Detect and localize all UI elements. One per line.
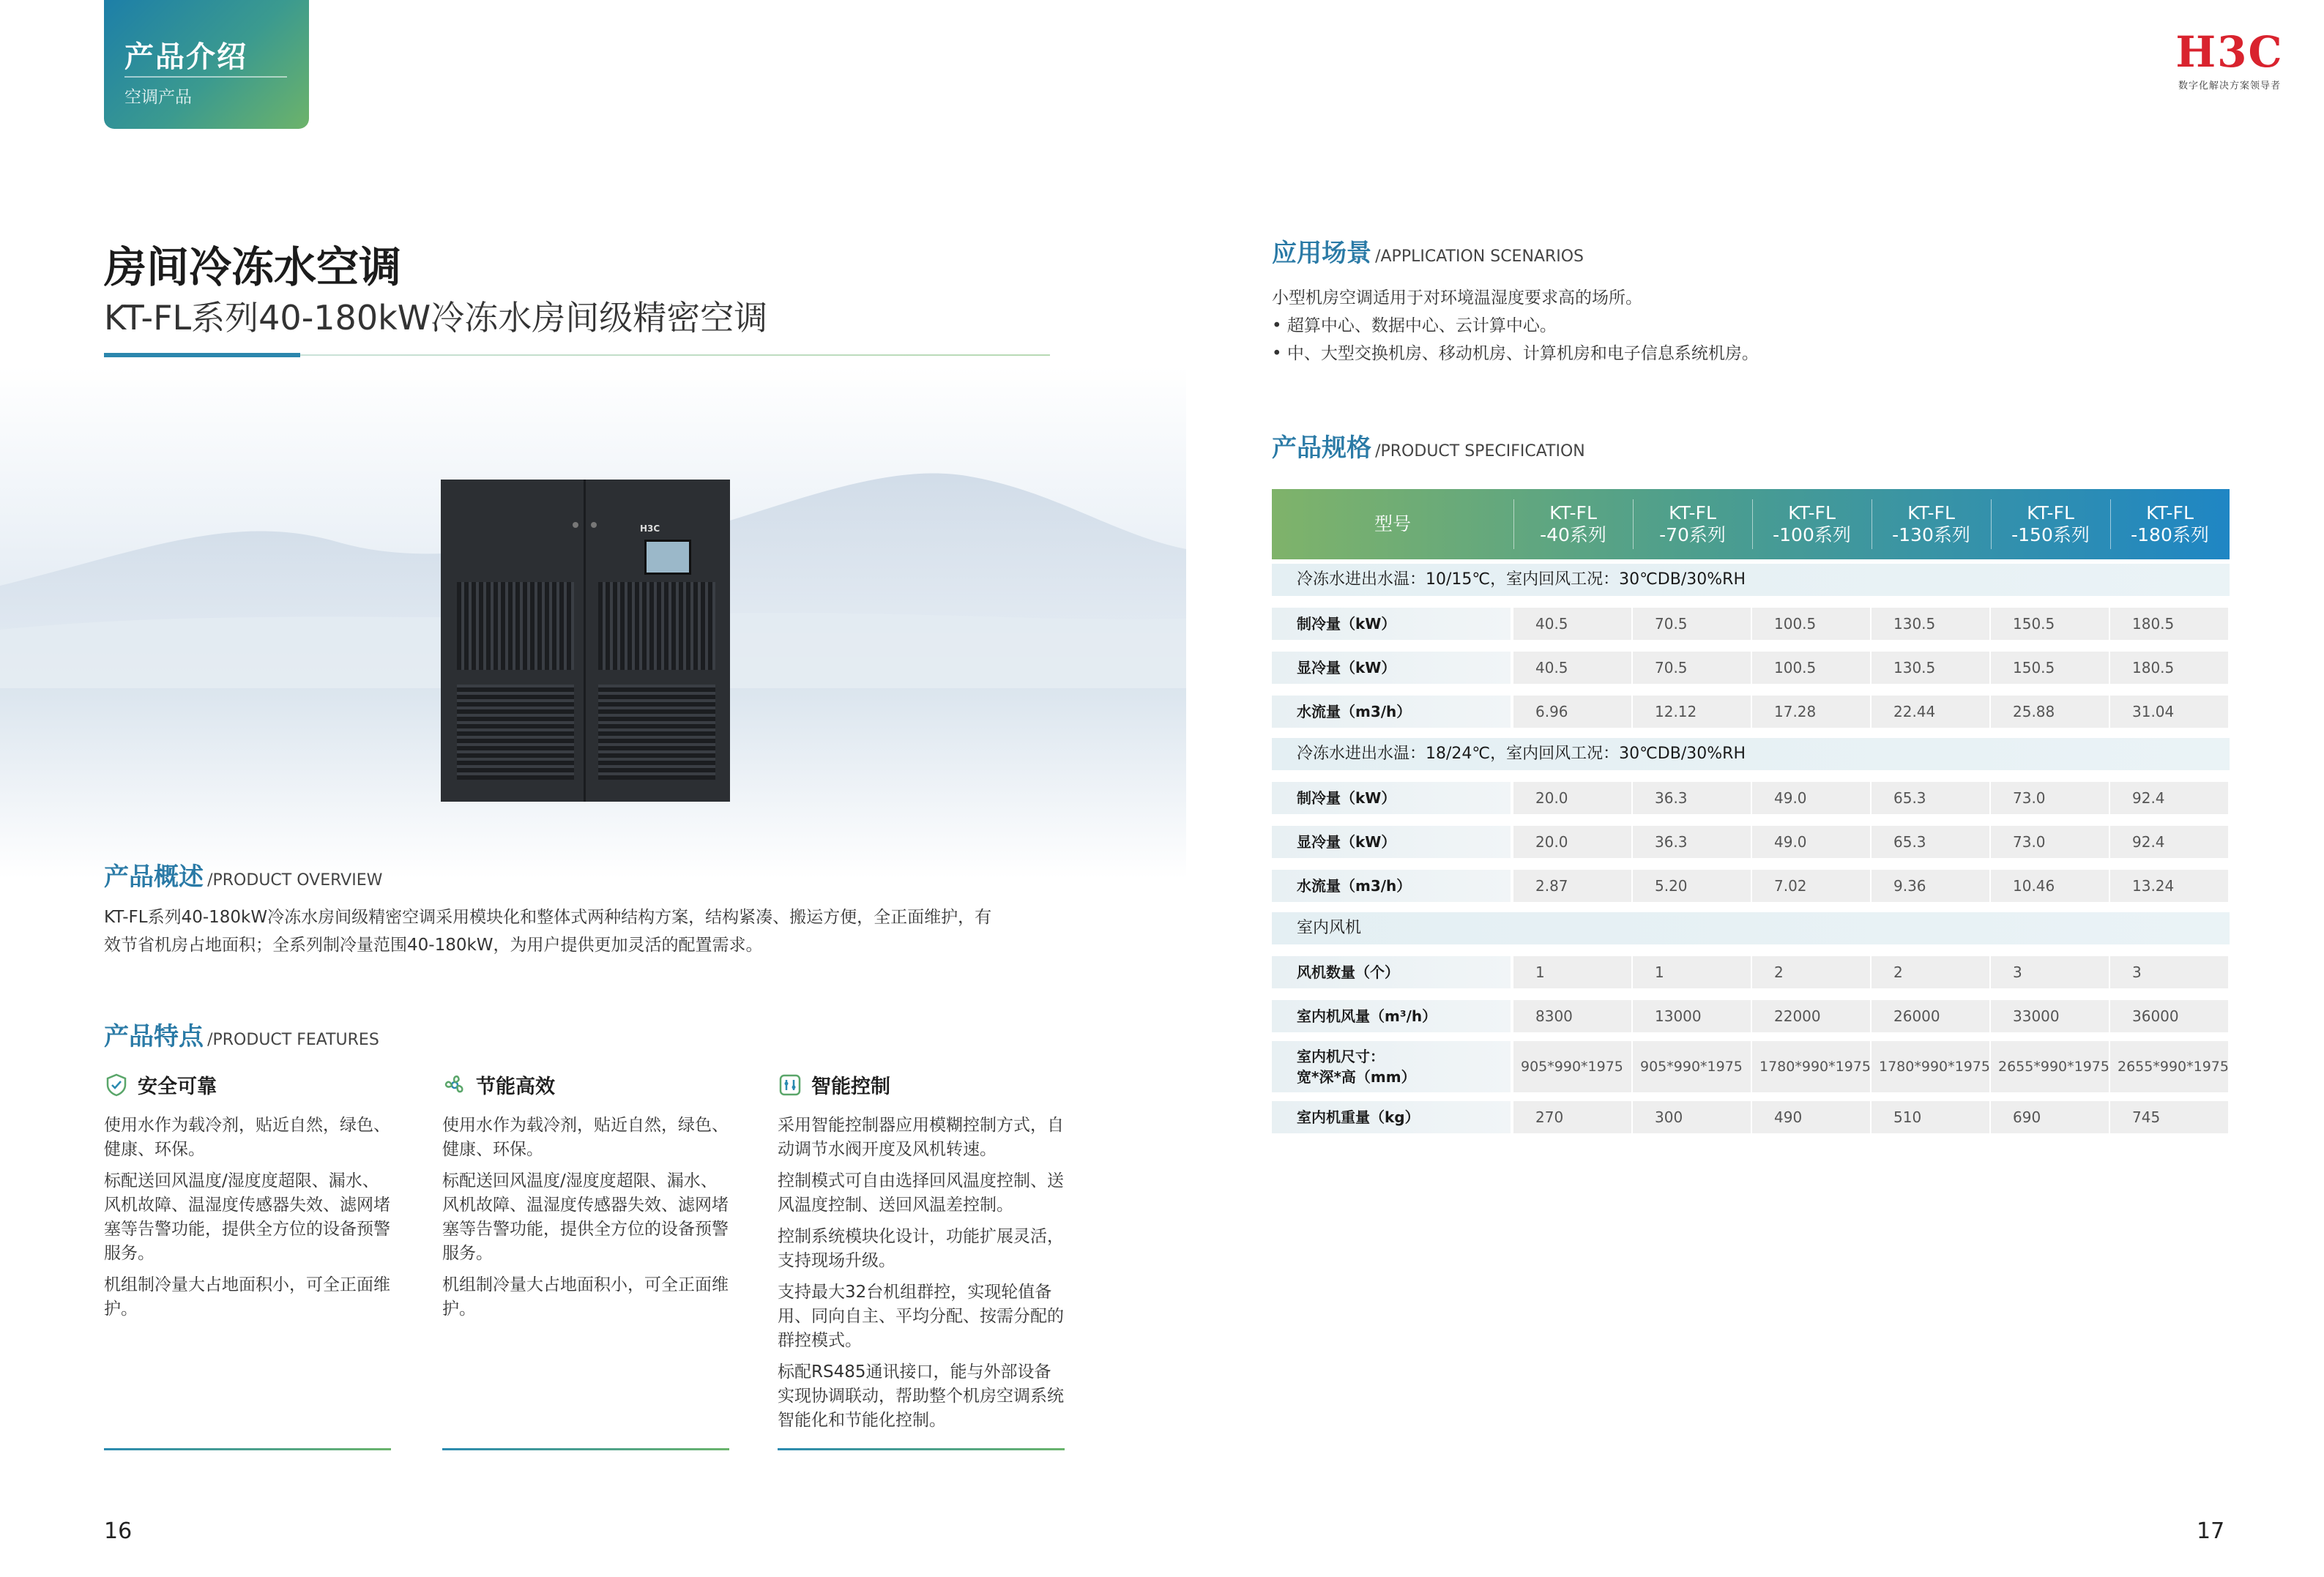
- unit-brand-label: H3C: [640, 523, 660, 534]
- section-tab: [104, 0, 309, 129]
- feature-paragraph: 标配送回风温度/湿度度超限、漏水、风机故障、温湿度传感器失效、滤网堵塞等告警功能，提供全方位的设备预警服务。: [104, 1171, 390, 1263]
- spec-cell: 3: [2110, 956, 2228, 988]
- spec-heading-cn: 产品规格: [1272, 433, 1371, 463]
- model-header: [2110, 489, 2230, 559]
- spec-row-label: 制冷量（kW）: [1272, 608, 1511, 640]
- model-header: [1633, 489, 1752, 559]
- feature-rule: [104, 1448, 391, 1450]
- control-display: [644, 540, 691, 575]
- spec-cell: 905*990*1975: [1633, 1041, 1751, 1092]
- spec-cell: 70.5: [1633, 608, 1751, 640]
- fan-leaf-icon: [442, 1073, 467, 1097]
- overview-text: [104, 903, 1070, 959]
- door-seam: [584, 480, 586, 802]
- spec-cell: 36.3: [1633, 826, 1751, 858]
- model-series: -70系列: [1659, 524, 1726, 545]
- feature-paragraph: 支持最大32台机组群控，实现轮值备用、同向自主、平均分配、按需分配的群控模式。: [778, 1283, 1064, 1350]
- brand-logo: [2167, 27, 2292, 92]
- page-number-right: 17: [2197, 1518, 2225, 1544]
- spec-cell: 17.28: [1752, 696, 1870, 728]
- spec-data-row: [1272, 1041, 2230, 1092]
- vent-grille: [457, 685, 574, 780]
- model-name: KT-FL: [2146, 502, 2194, 523]
- overview-line: KT-FL系列40-180kW冷冻水房间级精密空调采用模块化和整体式两种结构方案，结构紧凑、搬运方便，全正面维护，有: [104, 908, 992, 927]
- spec-heading-en: /PRODUCT SPECIFICATION: [1375, 442, 1585, 461]
- feature-rule: [778, 1448, 1065, 1450]
- spec-cell: 65.3: [1872, 826, 1989, 858]
- model-header: [1991, 489, 2110, 559]
- features-heading: [104, 1016, 379, 1052]
- spec-cell: 270: [1513, 1101, 1631, 1133]
- feature-smart-control: [778, 1070, 1065, 1440]
- spec-cell: 300: [1633, 1101, 1751, 1133]
- product-title: 房间冷冻水空调: [104, 242, 402, 292]
- model-series: -150系列: [2011, 524, 2090, 545]
- spec-cell: 65.3: [1872, 782, 1989, 814]
- feature-paragraph: 使用水作为载冷剂，贴近自然，绿色、健康、环保。: [442, 1116, 729, 1159]
- door-latch: [573, 522, 578, 528]
- spec-section-title: 室内风机: [1297, 919, 1362, 937]
- spec-cell: 31.04: [2110, 696, 2228, 728]
- tab-title: 产品介绍: [124, 40, 247, 74]
- spec-cell: 70.5: [1633, 652, 1751, 684]
- spec-cell: 100.5: [1752, 608, 1870, 640]
- spec-table: [1272, 489, 2230, 1204]
- application-text: [1272, 284, 2224, 368]
- feature-paragraph: 使用水作为载冷剂，贴近自然，绿色、健康、环保。: [104, 1116, 390, 1159]
- spec-heading: [1272, 428, 1585, 463]
- spec-cell: 36000: [2110, 1000, 2228, 1032]
- spec-row-label: [1272, 1041, 1511, 1092]
- overview-line: 效节省机房占地面积；全系列制冷量范围40-180kW，为用户提供更加灵活的配置需求。: [104, 936, 763, 955]
- spec-row-label-line: 室内机尺寸：: [1297, 1048, 1385, 1065]
- feature-paragraph: 采用智能控制器应用模糊控制方式，自动调节水阀开度及风机转速。: [778, 1116, 1064, 1159]
- spec-data-row: [1272, 1101, 2230, 1133]
- features-heading-cn: 产品特点: [104, 1022, 204, 1051]
- spec-cell: 26000: [1872, 1000, 1989, 1032]
- spec-row-label: 显冷量（kW）: [1272, 826, 1511, 858]
- application-bullet: • 中、大型交换机房、移动机房、计算机房和电子信息系统机房。: [1272, 344, 1759, 363]
- spec-cell: 2.87: [1513, 870, 1631, 902]
- spec-row-label: 室内机风量（m³/h）: [1272, 1000, 1511, 1032]
- spec-cell: 2: [1752, 956, 1870, 988]
- vent-grille: [598, 685, 715, 780]
- spec-row-label: 制冷量（kW）: [1272, 782, 1511, 814]
- model-name: KT-FL: [2027, 502, 2074, 523]
- spec-row-label: 风机数量（个）: [1272, 956, 1511, 988]
- vent-grille: [457, 582, 574, 670]
- spec-cell: 3: [1991, 956, 2109, 988]
- application-heading: [1272, 233, 1584, 269]
- tab-divider: [124, 76, 287, 78]
- spec-data-row: [1272, 1000, 2230, 1032]
- spec-cell: 100.5: [1752, 652, 1870, 684]
- spec-cell: 2655*990*1975: [1991, 1041, 2109, 1092]
- spec-cell: 180.5: [2110, 608, 2228, 640]
- spec-cell: 5.20: [1633, 870, 1751, 902]
- model-name: KT-FL: [1788, 502, 1836, 523]
- feature-title: 安全可靠: [138, 1075, 217, 1098]
- spec-row-label: 显冷量（kW）: [1272, 652, 1511, 684]
- spec-cell: 905*990*1975: [1513, 1041, 1631, 1092]
- title-rule-accent: [104, 353, 300, 357]
- control-panel-icon: [778, 1073, 802, 1097]
- model-series: -40系列: [1540, 524, 1606, 545]
- spec-section-title: 冷冻水进出水温：18/24℃，室内回风工况：30℃DB/30%RH: [1297, 745, 1746, 763]
- spec-cell: 22.44: [1872, 696, 1989, 728]
- spec-cell: 12.12: [1633, 696, 1751, 728]
- tab-subtitle: 空调产品: [124, 88, 192, 107]
- logo-tagline: 数字化解决方案领导者: [2178, 81, 2281, 92]
- feature-paragraph: 机组制冷量大占地面积小，可全正面维护。: [104, 1275, 390, 1319]
- spec-cell: 25.88: [1991, 696, 2109, 728]
- spec-data-row: [1272, 870, 2230, 902]
- spec-section-row: [1272, 738, 2230, 770]
- spec-cell: 150.5: [1991, 652, 2109, 684]
- model-series: -130系列: [1892, 524, 1970, 545]
- spec-cell: 2: [1872, 956, 1989, 988]
- overview-heading-cn: 产品概述: [104, 862, 204, 892]
- overview-heading: [104, 857, 382, 892]
- feature-title: 智能控制: [811, 1075, 890, 1098]
- model-name: KT-FL: [1549, 502, 1597, 523]
- spec-data-row: [1272, 652, 2230, 684]
- spec-table-body: [1272, 559, 2230, 1204]
- model-name: KT-FL: [1669, 502, 1716, 523]
- spec-cell: 8300: [1513, 1000, 1631, 1032]
- model-header: [1872, 489, 1991, 559]
- feature-paragraph: 标配RS485通讯接口，能与外部设备实现协调联动，帮助整个机房空调系统智能化和节能化控制。: [778, 1362, 1064, 1430]
- spec-cell: 1: [1633, 956, 1751, 988]
- spec-cell: 180.5: [2110, 652, 2228, 684]
- spec-cell: 490: [1752, 1101, 1870, 1133]
- spec-cell: 6.96: [1513, 696, 1631, 728]
- spec-data-row: [1272, 782, 2230, 814]
- spec-row-label: 水流量（m3/h）: [1272, 870, 1511, 902]
- model-series: -100系列: [1773, 524, 1851, 545]
- vent-grille: [598, 582, 715, 670]
- spec-cell: 22000: [1752, 1000, 1870, 1032]
- spec-cell: 33000: [1991, 1000, 2109, 1032]
- application-heading-cn: 应用场景: [1272, 239, 1371, 268]
- spec-data-row: [1272, 956, 2230, 988]
- spec-cell: 92.4: [2110, 782, 2228, 814]
- spec-cell: 13000: [1633, 1000, 1751, 1032]
- spec-cell: 20.0: [1513, 826, 1631, 858]
- spec-cell: 510: [1872, 1101, 1989, 1133]
- spec-cell: 49.0: [1752, 826, 1870, 858]
- application-bullet: • 超算中心、数据中心、云计算中心。: [1272, 316, 1557, 335]
- application-intro: 小型机房空调适用于对环境温湿度要求高的场所。: [1272, 288, 1642, 307]
- feature-paragraph: 标配送回风温度/湿度度超限、漏水、风机故障、温湿度传感器失效、滤网堵塞等告警功能，提供全方位的设备预警服务。: [442, 1171, 729, 1263]
- spec-cell: 7.02: [1752, 870, 1870, 902]
- model-series: -180系列: [2131, 524, 2209, 545]
- model-header: [1752, 489, 1872, 559]
- spec-section-title: 冷冻水进出水温：10/15℃，室内回风工况：30℃DB/30%RH: [1297, 570, 1746, 589]
- spec-row-label: 水流量（m3/h）: [1272, 696, 1511, 728]
- spec-row-label: 室内机重量（kg）: [1272, 1101, 1511, 1133]
- spec-cell: 1780*990*1975: [1872, 1041, 1989, 1092]
- feature-paragraph: 机组制冷量大占地面积小，可全正面维护。: [442, 1275, 729, 1319]
- feature-rule: [442, 1448, 729, 1450]
- feature-paragraph: 控制系统模块化设计，功能扩展灵活，支持现场升级。: [778, 1227, 1064, 1270]
- spec-table-header: [1272, 489, 2230, 559]
- spec-cell: 9.36: [1872, 870, 1989, 902]
- feature-efficiency: [442, 1070, 729, 1329]
- spec-cell: 690: [1991, 1101, 2109, 1133]
- spec-cell: 49.0: [1752, 782, 1870, 814]
- product-subtitle: KT-FL系列40-180kW冷冻水房间级精密空调: [104, 298, 768, 338]
- spec-cell: 10.46: [1991, 870, 2109, 902]
- spec-cell: 20.0: [1513, 782, 1631, 814]
- shield-icon: [104, 1073, 129, 1097]
- spec-cell: 150.5: [1991, 608, 2109, 640]
- spec-row-label-line: 宽*深*高（mm）: [1297, 1068, 1416, 1086]
- spec-cell: 745: [2110, 1101, 2228, 1133]
- spec-cell: 130.5: [1872, 608, 1989, 640]
- model-header: [1513, 489, 1633, 559]
- spec-section-row: [1272, 912, 2230, 944]
- spec-cell: 73.0: [1991, 782, 2109, 814]
- page-number-left: 16: [104, 1518, 133, 1544]
- spec-cell: 36.3: [1633, 782, 1751, 814]
- spec-section-row: [1272, 564, 2230, 596]
- spec-cell: 73.0: [1991, 826, 2109, 858]
- logo-mark: H3C: [2175, 27, 2284, 77]
- feature-title: 节能高效: [476, 1075, 555, 1098]
- spec-cell: 1: [1513, 956, 1631, 988]
- spec-data-row: [1272, 696, 2230, 728]
- spec-data-row: [1272, 608, 2230, 640]
- feature-safety: [104, 1070, 391, 1329]
- model-name: KT-FL: [1907, 502, 1955, 523]
- spec-cell: 40.5: [1513, 608, 1631, 640]
- spec-cell: 92.4: [2110, 826, 2228, 858]
- model-header-label: 型号: [1374, 513, 1411, 534]
- spec-cell: 1780*990*1975: [1752, 1041, 1870, 1092]
- spec-data-row: [1272, 826, 2230, 858]
- spec-cell: 130.5: [1872, 652, 1989, 684]
- spec-cell: 13.24: [2110, 870, 2228, 902]
- air-conditioner-image: [441, 480, 730, 802]
- spec-cell: 2655*990*1975: [2110, 1041, 2228, 1092]
- feature-paragraph: 控制模式可自由选择回风温度控制、送风温度控制、送回风温差控制。: [778, 1171, 1064, 1215]
- features-heading-en: /PRODUCT FEATURES: [207, 1031, 379, 1049]
- spec-cell: 40.5: [1513, 652, 1631, 684]
- door-latch: [591, 522, 597, 528]
- overview-heading-en: /PRODUCT OVERVIEW: [207, 871, 383, 890]
- application-heading-en: /APPLICATION SCENARIOS: [1375, 247, 1584, 266]
